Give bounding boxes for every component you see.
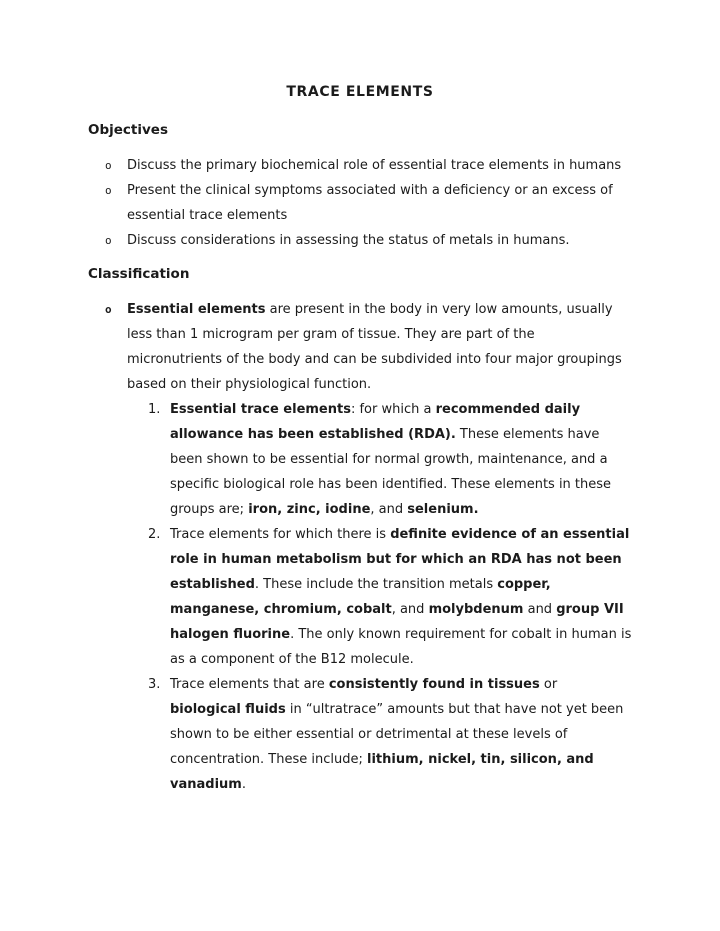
list-item xyxy=(88,178,632,228)
list-item-text: Essential elements are present in the body in very low amounts, usually less than 1 microgram per gram of tissue. They are part of the micronutrients of the body and can be subdivided into four major groupings based on their physiological function. xyxy=(127,302,622,392)
numbered-item xyxy=(127,672,632,797)
number-marker: 2. xyxy=(148,527,161,542)
list-item xyxy=(88,297,632,797)
classification-numbered-list xyxy=(127,397,632,797)
list-item-text: Discuss the primary biochemical role of essential trace elements in humans xyxy=(127,158,622,173)
numbered-item-text: Trace elements that are consistently found in tissues or biological fluids in “ultratrace” amounts but that have not yet been shown to be either essential or detrimental at these levels of concentration. These include; lithium, nickel, tin, silicon, and vanadium. xyxy=(170,677,624,792)
numbered-item-text: Trace elements for which there is definite evidence of an essential role in human metabolism but for which an RDA has not been established. These include the transition metals copper, manganese, chromium, cobalt, and molybdenum and group VII halogen fluorine. The only known requirement for cobalt in human is as a component of the B12 molecule. xyxy=(170,527,632,667)
list-item xyxy=(88,228,632,253)
numbered-item xyxy=(127,522,632,672)
number-marker: 1. xyxy=(148,402,161,417)
bullet-marker: o xyxy=(105,234,112,247)
objectives-list xyxy=(88,153,632,253)
list-item-text: Discuss considerations in assessing the status of metals in humans. xyxy=(127,233,570,248)
bullet-marker: o xyxy=(105,159,112,172)
section-heading-classification: Classification xyxy=(88,266,190,282)
number-marker: 3. xyxy=(148,677,161,692)
bullet-marker: o xyxy=(105,303,112,316)
page-title: TRACE ELEMENTS xyxy=(286,84,434,100)
list-item-text: Present the clinical symptoms associated with a deficiency or an excess of essential trace elements xyxy=(127,183,613,223)
classification-list xyxy=(88,297,632,797)
list-item xyxy=(88,153,632,178)
section-heading-objectives: Objectives xyxy=(88,122,168,138)
numbered-item xyxy=(127,397,632,522)
numbered-item-text: Essential trace elements: for which a recommended daily allowance has been established (RDA). These elements have been shown to be essential for normal growth, maintenance, and a specific biological role has been identified. These elements in these groups are; iron, zinc, iodine, and selenium. xyxy=(170,402,612,517)
bullet-marker: o xyxy=(105,184,112,197)
